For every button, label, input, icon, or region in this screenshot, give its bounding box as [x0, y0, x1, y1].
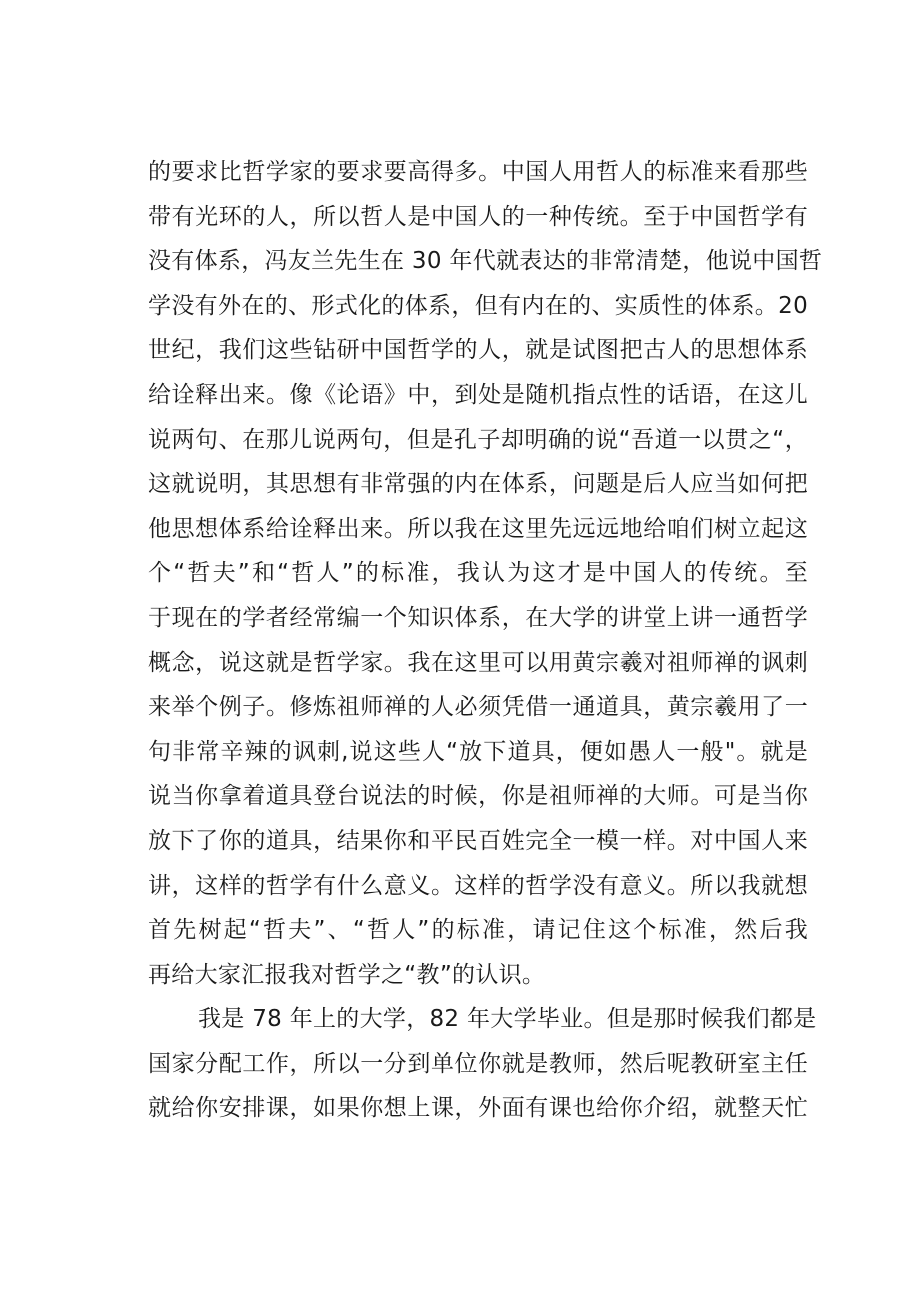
text-line: 说当你拿着道具登台说法的时候，你是祖师禅的大师。可是当你: [148, 783, 808, 810]
body-text: [148, 150, 823, 1131]
text-line: 来举个例子。修炼祖师禅的人必须凭借一通道具，黄宗羲用了一: [148, 694, 808, 721]
text-line: 给诠释出来。像《论语》中，到处是随机指点性的话语，在这儿: [148, 381, 808, 408]
text-line: 国家分配工作，所以一分到单位你就是教师，然后呢教研室主任: [148, 1050, 808, 1077]
text-line: 带有光环的人，所以哲人是中国人的一种传统。至于中国哲学有: [148, 203, 808, 230]
text-line: 这就说明，其思想有非常强的内在体系，问题是后人应当如何把: [148, 471, 808, 498]
paragraph-start-line: 我是 78 年上的大学，82 年大学毕业。但是那时候我们都是: [198, 1006, 817, 1033]
text-line: 放下了你的道具，结果你和平民百姓完全一模一样。对中国人来: [148, 827, 808, 854]
text-line: 讲，这样的哲学有什么意义。这样的哲学没有意义。所以我就想: [148, 872, 808, 899]
text-line: 的要求比哲学家的要求要高得多。中国人用哲人的标准来看那些: [148, 159, 808, 185]
text-line: 没有体系，冯友兰先生在 30 年代就表达的非常清楚，他说中国哲: [148, 248, 823, 275]
text-line: 他思想体系给诠释出来。所以我在这里先远远地给咱们树立起这: [148, 515, 808, 542]
paragraph-end-line: 再给大家汇报我对哲学之“教”的认识。: [148, 961, 546, 988]
text-line: 世纪，我们这些钻研中国哲学的人，就是试图把古人的思想体系: [148, 337, 808, 364]
text-line: 首先树起“哲夫”、“哲人”的标准，请记住这个标准，然后我: [148, 917, 808, 944]
text-line: 概念，说这就是哲学家。我在这里可以用黄宗羲对祖师禅的讽刺: [148, 649, 808, 676]
text-line: 个“哲夫”和“哲人”的标准，我认为这才是中国人的传统。至: [148, 560, 808, 587]
text-line: 就给你安排课，如果你想上课，外面有课也给你介绍，就整天忙: [148, 1095, 808, 1122]
text-line: 于现在的学者经常编一个知识体系，在大学的讲堂上讲一通哲学: [148, 604, 808, 631]
text-line: 学没有外在的、形式化的体系，但有内在的、实质性的体系。20: [148, 292, 808, 319]
text-line: 句非常辛辣的讽刺,说这些人“放下道具，便如愚人一般"。就是: [148, 738, 808, 765]
text-line: 说两句、在那儿说两句，但是孔子却明确的说“吾道一以贯之“，: [148, 426, 808, 453]
